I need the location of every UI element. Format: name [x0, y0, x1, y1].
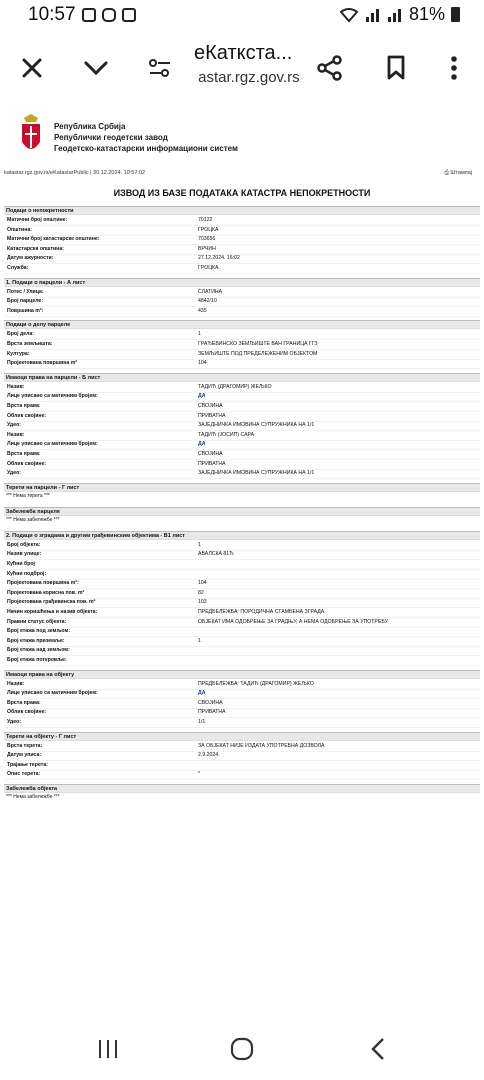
field-label: Кућни подброј: [7, 570, 47, 577]
field-value: ДА [198, 393, 206, 400]
section-header: Имаоци права на парцели - Б лист [4, 373, 480, 382]
section-header: 2. Подаци о зградама и другим грађевинским објектима - В1 лист [4, 531, 480, 540]
table-row [4, 579, 480, 589]
field-label: Број етажа приземље: [7, 637, 65, 644]
section-note: *** Нема забележбе *** [6, 516, 60, 523]
header-line-2: Републички геодетски завод [54, 133, 168, 142]
table-row [4, 656, 480, 666]
field-label: Број етажа над земљом: [7, 647, 70, 654]
dropdown-button[interactable] [78, 50, 114, 86]
section-header: 1. Подаци о парцели - А лист [4, 278, 480, 287]
field-label: Правни статус објекта: [7, 618, 67, 625]
field-value: ЗАЈЕДНИЧКА ИМОВИНА СУПРУЖНИКА НА 1/1 [198, 422, 315, 429]
field-label: Катастарска општина: [7, 245, 64, 252]
table-row [4, 412, 480, 422]
field-value: 104 [198, 580, 207, 587]
chevron-down-icon [84, 61, 108, 75]
section-note: *** Нема терета *** [6, 492, 50, 499]
close-icon [21, 57, 43, 79]
table-row [4, 560, 480, 570]
table-row [4, 392, 480, 402]
table-row [4, 245, 480, 255]
field-value: 2.9.2024. [198, 752, 220, 759]
field-label: Врста терета: [7, 742, 43, 749]
table-row [4, 718, 480, 728]
tune-icon [148, 58, 172, 78]
table-row [4, 359, 480, 369]
field-label: Површина m²: [7, 307, 44, 314]
document-page [4, 108, 480, 1018]
field-label: Облик својине: [7, 709, 47, 716]
field-value: 103 [198, 599, 207, 606]
table-row [4, 450, 480, 460]
url-box[interactable] [194, 42, 304, 86]
table-row [4, 264, 480, 274]
more-vert-icon [450, 55, 458, 81]
header-line-3: Геодетско-катастарски информациони систем [54, 144, 238, 153]
table-row [4, 254, 480, 264]
field-value: ПРИВАТНА [198, 709, 226, 716]
field-value: 4842/10 [198, 298, 217, 305]
field-label: Назив: [7, 431, 25, 438]
field-value: ТАДИЋ (ДРАГОМИР) ЖЕЉКО [198, 383, 272, 390]
share-icon [317, 55, 343, 81]
share-button[interactable] [312, 50, 348, 86]
field-value: СЛАТИНА [198, 288, 223, 295]
section-header: Забележба објекта [4, 784, 480, 793]
status-time: 10:57 [28, 4, 76, 25]
field-value: 1 [198, 637, 201, 644]
field-label: Назив: [7, 680, 25, 687]
battery-percent: 81% [408, 4, 445, 24]
field-label: Назив улице: [7, 551, 42, 558]
print-link[interactable] [444, 170, 472, 177]
field-label: Број дела: [7, 331, 35, 338]
table-row [4, 627, 480, 637]
battery-icon [451, 7, 460, 22]
field-value: ЗАЈЕДНИЧКА ИМОВИНА СУПРУЖНИКА НА 1/1 [198, 470, 315, 477]
page-title: eКаткста... [194, 42, 293, 64]
table-row [4, 216, 480, 226]
section-header: Терети на парцели - Г лист [4, 483, 480, 492]
field-value: СВОЈИНА [198, 451, 223, 457]
bookmark-icon [386, 55, 406, 81]
table-row [4, 235, 480, 245]
instagram-icon [102, 8, 116, 22]
field-value: ГРОЦКА [198, 226, 219, 233]
table-row [4, 340, 480, 350]
field-value: ВРЧИН [198, 245, 216, 252]
back-button[interactable] [358, 1032, 398, 1066]
table-row [4, 608, 480, 618]
header-line-1: Република Србија [54, 122, 126, 131]
home-button[interactable] [222, 1032, 262, 1066]
field-value: 27.12.2024. 16:02 [198, 255, 240, 262]
field-value: ЗА ОБЈЕКАТ НИЈЕ ИЗДАТА УПОТРЕБНА ДОЗВОЛА [198, 742, 325, 749]
table-row [4, 618, 480, 628]
table-row [4, 646, 480, 656]
field-label: Потес / Улица: [7, 288, 44, 295]
field-label: Опис терета: [7, 771, 41, 778]
field-value: ПРИВАТНА [198, 460, 226, 467]
field-value: ГРАЂЕВИНСКО ЗЕМЉИШТЕ ВАН ГРАНИЦА ГГЗ [198, 341, 318, 347]
table-row [4, 350, 480, 360]
field-value: * [198, 771, 201, 778]
field-label: Кућни број [7, 561, 35, 567]
field-label: Врста права: [7, 699, 41, 706]
field-value: СВОЈИНА [198, 699, 223, 706]
status-bar [0, 0, 484, 30]
field-value: ОБЈЕКАТ ИМА ОДОБРЕЊЕ ЗА ГРАДЊУ, А НЕМА ОДОБРЕЊЕ ЗА УПОТРЕБУ [198, 618, 388, 625]
field-label: Врста права: [7, 451, 41, 457]
field-value: ТАДИЋ (ЈОСИП) САРА [198, 431, 255, 438]
field-label: Облик својине: [7, 460, 47, 467]
gallery-icon [82, 8, 96, 22]
back-icon [370, 1037, 386, 1061]
field-label: Удео: [7, 470, 21, 477]
field-value: СВОЈИНА [198, 403, 223, 409]
field-value: 703656 [198, 236, 216, 243]
field-label: Датум уписа: [7, 752, 42, 759]
system-nav-bar [0, 1018, 484, 1080]
more-options-button[interactable] [436, 50, 472, 86]
table-row [4, 431, 480, 441]
table-row [4, 637, 480, 647]
table-row [4, 708, 480, 718]
field-value: ПРИВАТНА [198, 412, 226, 419]
section-header: Подаци о делу парцеле [4, 320, 480, 329]
wifi-icon [339, 7, 359, 23]
serbia-coat-of-arms-icon [18, 112, 44, 160]
table-row [4, 589, 480, 599]
table-row [4, 460, 480, 470]
recent-apps-icon [97, 1038, 119, 1060]
table-row [4, 330, 480, 340]
field-label: Пројектована површина m² [7, 360, 78, 367]
field-label: Врста права: [7, 403, 41, 409]
print-label: Штампај [450, 170, 472, 176]
field-label: Удео: [7, 422, 21, 429]
document-header [4, 108, 480, 166]
field-label: Пројектована грађевинска пов. m² [7, 599, 96, 606]
section-header: Имаоци права на објекту [4, 670, 480, 679]
table-row [4, 680, 480, 690]
field-label: Култура: [7, 350, 30, 357]
field-label: Лице уписано са матичним бројем: [7, 393, 98, 400]
field-label: Број парцеле: [7, 298, 44, 305]
table-row [4, 541, 480, 551]
table-row [4, 770, 480, 780]
field-label: Пројектована корисна пов. m² [7, 589, 85, 596]
table-row [4, 288, 480, 298]
field-value: ПРЕДБЕЛЕЖБА: ПОРОДИЧНА СТАМБЕНА ЗГРАДА [198, 609, 325, 615]
field-value: 435 [198, 307, 207, 314]
section-header: Забележба парцеле [4, 507, 480, 516]
field-label: Лице уписано са матичним бројем: [7, 690, 98, 697]
table-row [4, 383, 480, 393]
field-value: ДА [198, 441, 206, 448]
field-value: ДА [198, 690, 206, 697]
table-row [4, 751, 480, 761]
field-label: Начин коришћења и назив објекта: [7, 609, 98, 615]
field-label: Трајање терета: [7, 761, 48, 768]
table-row [4, 761, 480, 771]
table-row [4, 226, 480, 236]
document-title: ИЗВОД ИЗ БАЗЕ ПОДАТАКА КАТАСТРА НЕПОКРЕТНОСТИ [113, 188, 371, 198]
field-label: Матични број катастарске општине: [7, 236, 100, 243]
field-value: 1/1 [198, 719, 206, 725]
field-value: 104 [198, 360, 207, 367]
url-host: astar.rgz.gov.rs [194, 69, 300, 86]
table-row [4, 421, 480, 431]
field-label: Број етажа под земљом: [7, 628, 71, 635]
table-row [4, 402, 480, 412]
field-value: 70122 [198, 217, 213, 223]
field-label: Пројектована површина m²: [7, 580, 79, 587]
field-label: Број етажа поткровље: [7, 657, 67, 663]
table-row [4, 440, 480, 450]
table-row [4, 742, 480, 752]
home-icon [230, 1037, 254, 1061]
signal-2-icon [387, 7, 403, 23]
field-label: Удео: [7, 719, 21, 725]
table-row [4, 598, 480, 608]
field-value: 82 [198, 589, 204, 596]
field-value: ПРЕДБЕЛЕЖБА: ТАДИЋ (ДРАГОМИР) ЖЕЉКО [198, 680, 314, 687]
field-label: Назив: [7, 383, 25, 390]
section-header: Подаци о непокретности [4, 206, 480, 215]
notification-icon [122, 8, 136, 22]
section-header: Терети на објекту - Г лист [4, 732, 480, 741]
signal-icon [365, 7, 381, 23]
field-label: Служба: [7, 265, 29, 271]
source-url-timestamp: katastar.rgz.gov.rs/eKatastarPublic | 30.12.2024. 10:57:02 [4, 170, 146, 176]
field-value: 1 [198, 331, 201, 338]
page-settings-button[interactable] [142, 50, 178, 86]
table-row [4, 689, 480, 699]
recent-apps-button[interactable] [88, 1032, 128, 1066]
field-label: Број објекта: [7, 541, 41, 548]
section-note: *** Нема забележбе *** [6, 794, 60, 800]
table-row [4, 699, 480, 709]
bookmark-button[interactable] [378, 50, 414, 86]
table-row [4, 570, 480, 580]
table-row [4, 297, 480, 307]
field-label: Лице уписано са матичним бројем: [7, 441, 98, 448]
printer-icon: ⎙ [444, 170, 449, 176]
table-row [4, 550, 480, 560]
field-value: ГРОЦКА [198, 265, 219, 271]
field-label: Општина: [7, 226, 32, 233]
field-value: АВАЛСКА 81Ђ [198, 551, 234, 558]
table-row [4, 469, 480, 479]
table-row [4, 307, 480, 317]
field-label: Датум ажурности: [7, 255, 54, 262]
browser-toolbar [0, 32, 484, 104]
field-label: Облик својине: [7, 412, 47, 419]
field-label: Врста земљишта: [7, 341, 53, 347]
close-button[interactable] [14, 50, 50, 86]
field-value: ЗЕМЉИШТЕ ПОД ПРЕДЕЛЕЖЕНИМ ОБЈЕКТОМ [198, 350, 318, 357]
field-value: 1 [198, 541, 201, 548]
field-label: Матични број општине: [7, 217, 68, 223]
